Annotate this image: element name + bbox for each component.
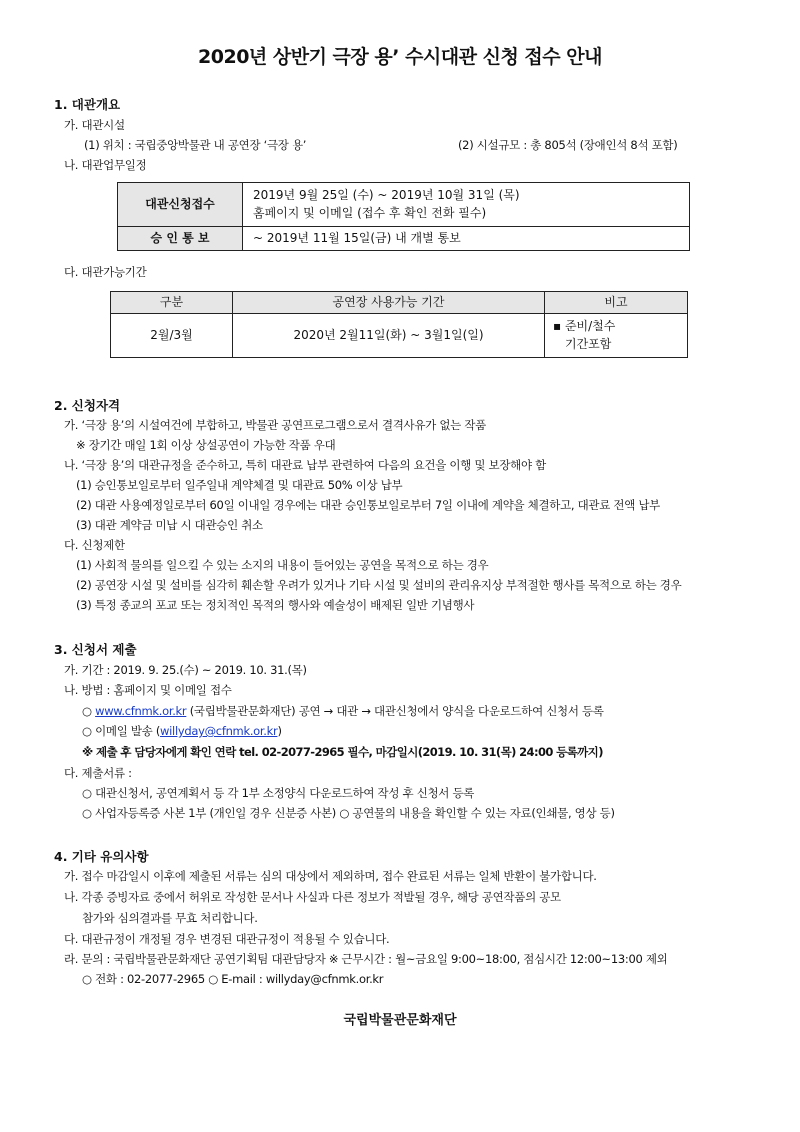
period-note	[545, 314, 688, 358]
email-link[interactable]: willyday@cfnmk.or.kr	[160, 724, 278, 738]
eligibility-line: (1) 승인통보일로부터 일주일내 계약체결 및 대관료 50% 이상 납부	[76, 478, 403, 492]
period-header-range: 공연장 사용가능 기간	[233, 292, 545, 314]
schedule-apply-value	[243, 183, 690, 227]
notes-line: 가. 접수 마감일시 이후에 제출된 서류는 심의 대상에서 제외하며, 접수 완료된 서류는 일체 반환이 불가합니다.	[64, 869, 597, 883]
schedule-apply-method: 홈페이지 및 이메일 (접수 후 확인 전화 필수)	[253, 205, 487, 220]
facility-scale: (2) 시설규모 : 총 805석 (장애인석 8석 포함)	[458, 138, 678, 152]
period-table	[110, 291, 688, 358]
website-link[interactable]: www.cfnmk.or.kr	[95, 704, 187, 718]
eligibility-line: (2) 대관 사용예정일로부터 60일 이내일 경우에는 대관 승인통보일로부터 7일 이내에 계약을 체결하고, 대관료 전액 납부	[76, 498, 660, 512]
schedule-apply-dates: 2019년 9월 25일 (수) ~ 2019년 10월 31일 (목)	[253, 188, 520, 203]
eligibility-line: (1) 사회적 물의를 일으킬 수 있는 소지의 내용이 들어있는 공연을 목적으로 하는 경우	[76, 558, 489, 572]
notes-line: 다. 대관규정이 개정될 경우 변경된 대관규정이 적용될 수 있습니다.	[64, 932, 390, 946]
period-header-note: 비고	[545, 292, 688, 314]
section-2-heading: 2. 신청자격	[54, 398, 121, 413]
documents-line: ○ 대관신청서, 공연계획서 등 각 1부 소정양식 다운로드하여 작성 후 신청서 등록	[82, 786, 475, 800]
eligibility-line: 나. ‘극장 용’의 대관규정을 준수하고, 특히 대관료 납부 관련하여 다음의 요건을 이행 및 보장해야 함	[64, 458, 546, 472]
eligibility-line: (2) 공연장 시설 및 설비를 심각히 훼손할 우려가 있거나 기타 시설 및 설비의 관리유지상 부적절한 행사를 목적으로 하는 경우	[76, 578, 682, 592]
notes-line: 나. 각종 증빙자료 중에서 허위로 작성한 문서나 사실과 다른 정보가 적발될 경우, 해당 공연작품의 공모	[64, 890, 561, 904]
notes-line: ○ 전화 : 02-2077-2965 ○ E-mail : willyday@cfnmk.or.kr	[82, 972, 384, 986]
eligibility-line: (3) 대관 계약금 미납 시 대관승인 취소	[76, 518, 263, 532]
table-row	[111, 314, 688, 358]
email-suffix: )	[277, 724, 282, 738]
schedule-approval-label: 승 인 통 보	[118, 227, 243, 251]
submission-website-line	[82, 703, 604, 720]
section-1-heading: 1. 대관개요	[54, 97, 121, 112]
eligibility-line: 가. ‘극장 용’의 시설여건에 부합하고, 박물관 공연프로그램으로서 결격사유가 없는 작품	[64, 418, 486, 432]
period-category: 2월/3월	[111, 314, 233, 358]
section-4-heading: 4. 기타 유의사항	[54, 849, 149, 864]
section-3-heading: 3. 신청서 제출	[54, 642, 137, 657]
schedule-label: 나. 대관업무일정	[64, 158, 147, 172]
table-row	[118, 183, 690, 227]
documents-line: ○ 사업자등록증 사본 1부 (개인일 경우 신분증 사본) ○ 공연물의 내용을 확인할 수 있는 자료(인쇄물, 영상 등)	[82, 806, 615, 820]
table-row	[118, 227, 690, 251]
submission-email-line	[82, 723, 282, 740]
documents-label: 다. 제출서류 :	[64, 766, 132, 780]
submission-method: 나. 방법 : 홈페이지 및 이메일 접수	[64, 683, 232, 697]
facility-location: (1) 위치 : 국립중앙박물관 내 공연장 ‘극장 용’	[84, 138, 307, 152]
eligibility-line: 다. 신청제한	[64, 538, 125, 552]
organization-footer: 국립박물관문화재단	[343, 1013, 457, 1028]
table-row	[111, 292, 688, 314]
email-prefix: ○ 이메일 발송 (	[82, 724, 161, 738]
schedule-table	[117, 182, 690, 251]
eligibility-line: ※ 장기간 매일 1회 이상 상설공연이 가능한 작품 우대	[76, 438, 336, 452]
period-note-line2: 기간포함	[565, 336, 612, 351]
period-range: 2020년 2월11일(화) ~ 3월1일(일)	[233, 314, 545, 358]
schedule-apply-label: 대관신청접수	[118, 183, 243, 227]
facility-label: 가. 대관시설	[64, 118, 125, 132]
period-header-category: 구분	[111, 292, 233, 314]
schedule-approval-value: ~ 2019년 11월 15일(금) 내 개별 통보	[243, 227, 690, 251]
submission-notice: ※ 제출 후 담당자에게 확인 연락 tel. 02-2077-2965 필수, 마감일시(2019. 10. 31(목) 24:00 등록까지)	[82, 745, 603, 759]
bullet: ○	[82, 704, 96, 718]
notes-line: 라. 문의 : 국립박물관문화재단 공연기획팀 대관담당자 ※ 근무시간 : 월~금요일 9:00~18:00, 점심시간 12:00~13:00 제외	[64, 952, 668, 966]
website-instructions: (국립박물관문화재단) 공연 → 대관 → 대관신청에서 양식을 다운로드하여 신청서 등록	[186, 704, 604, 718]
notes-line: 참가와 심의결과를 무효 처리합니다.	[82, 911, 258, 925]
eligibility-line: (3) 특정 종교의 포교 또는 정치적인 목적의 행사와 예술성이 배제된 일반 기념행사	[76, 598, 475, 612]
document-title: 2020년 상반기 극장 용’ 수시대관 신청 접수 안내	[198, 46, 602, 68]
submission-period: 가. 기간 : 2019. 9. 25.(수) ~ 2019. 10. 31.(목)	[64, 663, 307, 677]
period-label: 다. 대관가능기간	[64, 265, 147, 279]
period-note-line1: ▪ 준비/철수	[553, 319, 616, 334]
